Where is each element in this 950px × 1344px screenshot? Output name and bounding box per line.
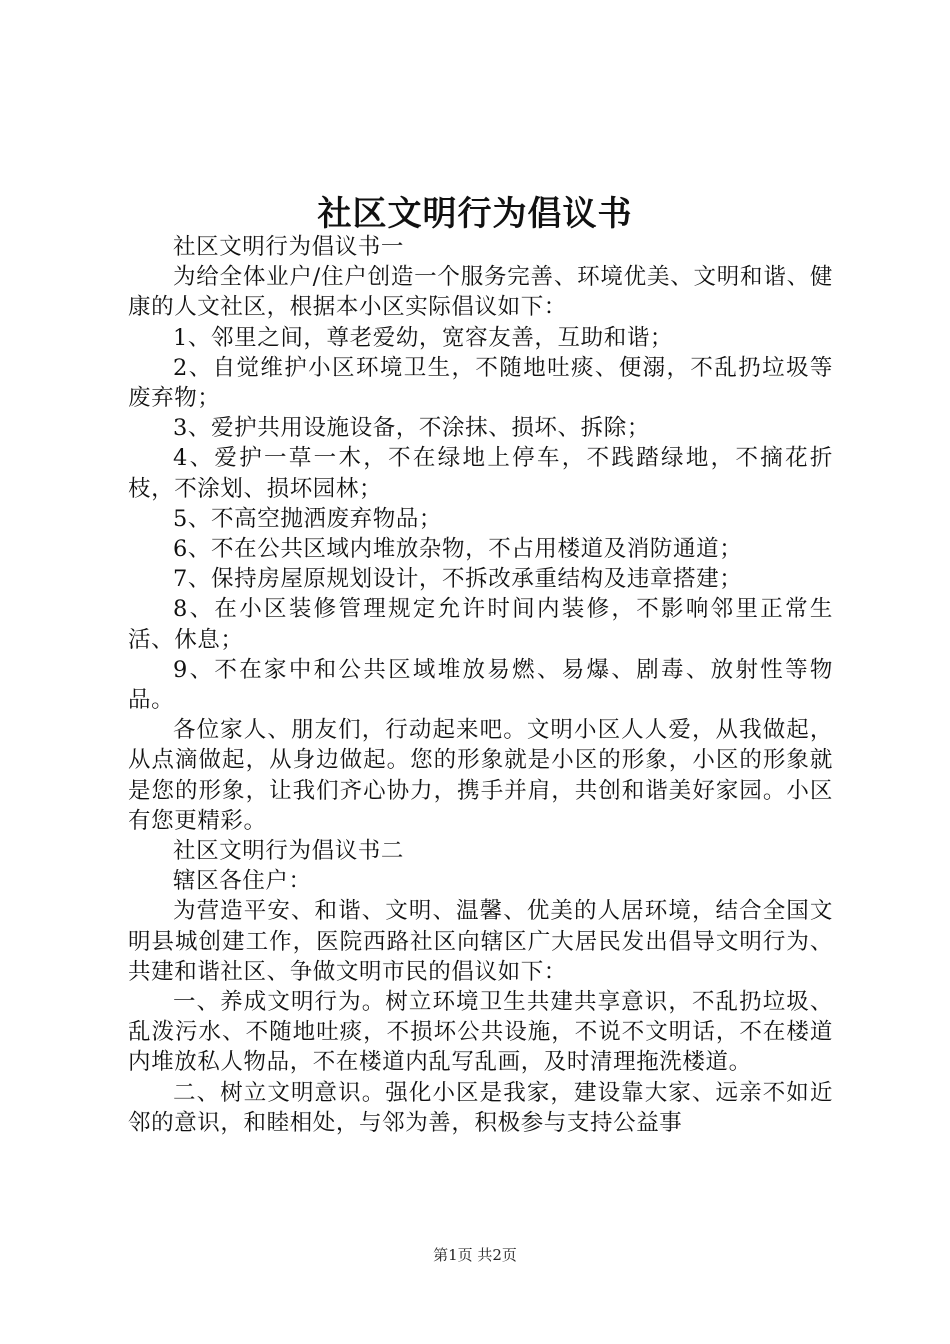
paragraph: 社区文明行为倡议书一	[173, 234, 405, 260]
paragraph: 5、不高空抛洒废弃物品；	[173, 505, 443, 532]
paragraph: 7、保持房屋原规划设计，不拆改承重结构及违章搭建；	[173, 566, 743, 593]
paragraph: 1、邻里之间，尊老爱幼，宽容友善，互助和谐；	[173, 324, 674, 351]
paragraph: 一、养成文明行为。树立环境卫生共建共享意识，不乱扔垃圾、乱泼污水、不随地吐痰，不损坏公共设施，不说不文明话，不在楼道内堆放私人物品，不在楼道内乱写乱画，及时清理拖洗楼道。	[128, 989, 833, 1076]
paragraph: 辖区各住户：	[173, 868, 312, 895]
document-title: 社区文明行为倡议书	[317, 194, 633, 234]
paragraph: 4、爱护一草一木，不在绿地上停车，不践踏绿地，不摘花折枝，不涂划、损坏园林；	[128, 445, 833, 502]
paragraph: 各位家人、朋友们，行动起来吧。文明小区人人爱，从我做起，从点滴做起，从身边做起。您的形象就是小区的形象，小区的形象就是您的形象，让我们齐心协力，携手并肩，共创和谐美好家园。小区有您更精彩。	[128, 717, 833, 834]
paragraph: 9、不在家中和公共区域堆放易燃、易爆、剧毒、放射性等物品。	[128, 656, 833, 714]
paragraph: 8、在小区装修管理规定允许时间内装修，不影响邻里正常生活、休息；	[128, 596, 833, 653]
paragraph: 社区文明行为倡议书二	[173, 838, 405, 865]
paragraph: 6、不在公共区域内堆放杂物，不占用楼道及消防通道；	[173, 536, 743, 563]
paragraph: 2、自觉维护小区环境卫生，不随地吐痰、便溺，不乱扔垃圾等废弃物；	[128, 354, 833, 412]
page-footer: 第1页 共2页	[433, 1246, 517, 1264]
paragraph: 为给全体业户/住户创造一个服务完善、环境优美、文明和谐、健康的人文社区，根据本小区实际倡议如下：	[128, 264, 833, 321]
document-body	[128, 232, 833, 1138]
paragraph: 3、爱护共用设施设备，不涂抹、损坏、拆除；	[173, 415, 650, 442]
paragraph: 二、树立文明意识。强化小区是我家，建设靠大家、远亲不如近邻的意识，和睦相处，与邻为善，积极参与支持公益事	[128, 1079, 833, 1136]
paragraph: 为营造平安、和谐、文明、温馨、优美的人居环境，结合全国文明县城创建工作，医院西路社区向辖区广大居民发出倡导文明行为、共建和谐社区、争做文明市民的倡议如下：	[128, 898, 833, 985]
